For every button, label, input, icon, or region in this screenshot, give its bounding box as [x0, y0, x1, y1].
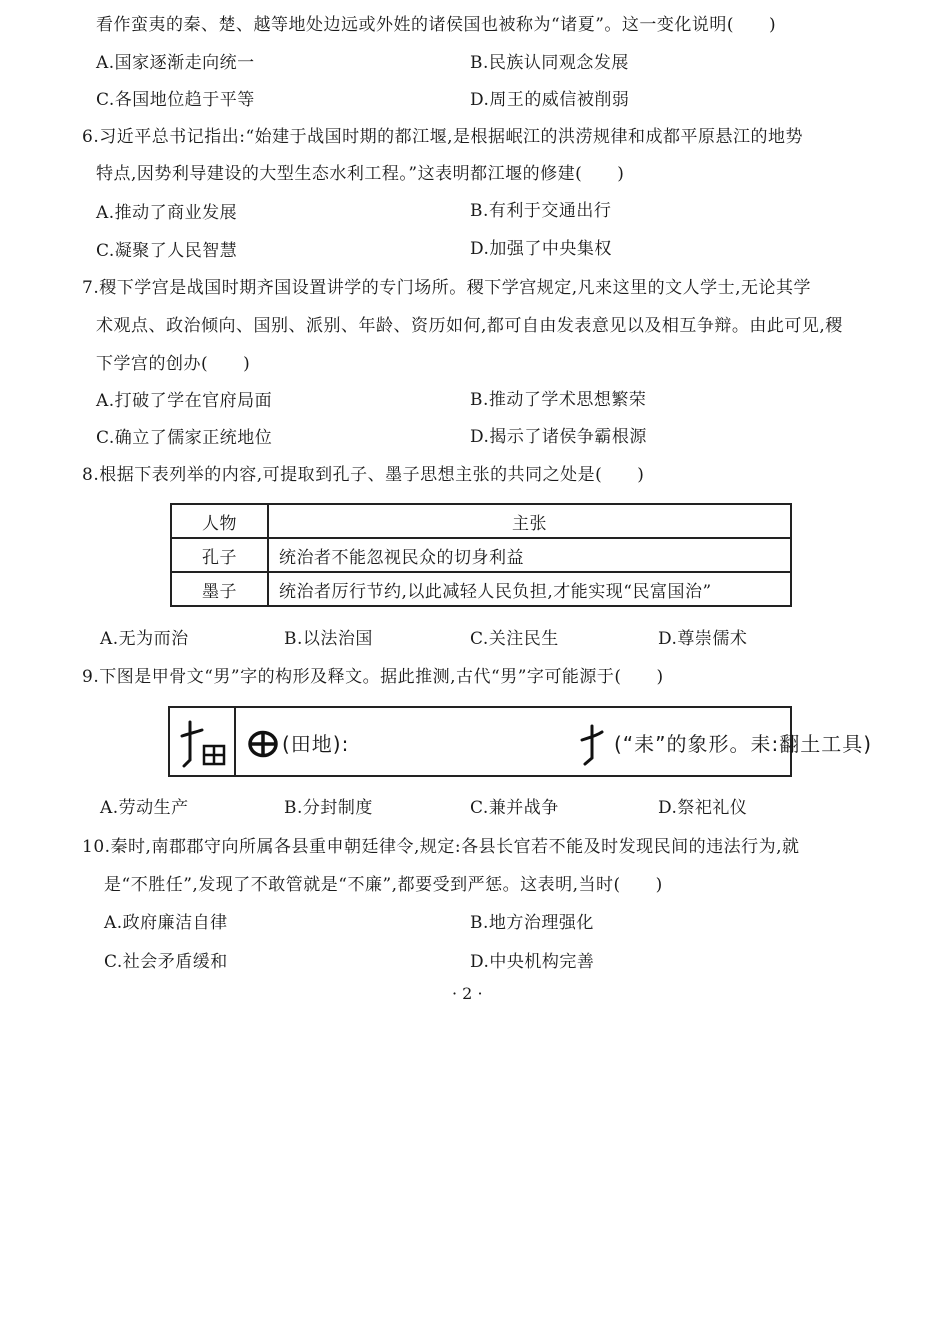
- table-row: [171, 538, 791, 572]
- q7-option-d: D.揭示了诸侯争霸根源: [470, 427, 647, 447]
- q8-option-a: A.无为而治: [100, 629, 189, 649]
- oracle-bone-figure: [168, 706, 873, 777]
- field-explanation: (田地):: [282, 732, 350, 756]
- q8-stem-line: 8.根据下表列举的内容,可提取到孔子、墨子思想主张的共同之处是( ): [82, 465, 645, 485]
- q9-option-d: D.祭祀礼仪: [658, 798, 748, 818]
- q8-option-b: B.以法治国: [284, 629, 373, 649]
- plow-glyph-icon: [578, 722, 608, 766]
- q7-stem-line-3: 下学宫的创办( ): [96, 354, 251, 374]
- q8-option-c: C.关注民生: [470, 629, 559, 649]
- q9-stem-line: 9.下图是甲骨文“男”字的构形及释文。据此推测,古代“男”字可能源于( ): [82, 667, 664, 687]
- q7-option-c: C.确立了儒家正统地位: [96, 428, 273, 448]
- q6-stem-line-1: 6.习近平总书记指出:“始建于战国时期的都江堰,是根据岷江的洪涝规律和成都平原悬江的地势: [82, 127, 804, 147]
- table-cell-person: 孔子: [171, 538, 268, 572]
- q10-option-a: A.政府廉洁自律: [104, 913, 228, 933]
- q8-table: [170, 503, 792, 607]
- q7-option-b: B.推动了学术思想繁荣: [470, 390, 647, 410]
- table-row: [171, 572, 791, 606]
- q9-option-c: C.兼并战争: [470, 798, 559, 818]
- plow-explanation: (“耒”的象形。耒:翻土工具): [614, 732, 873, 756]
- q10-option-c: C.社会矛盾缓和: [104, 952, 228, 972]
- q10-option-b: B.地方治理强化: [470, 913, 594, 933]
- table-header-row: [171, 504, 791, 538]
- field-glyph-icon: [248, 730, 278, 758]
- page-number: · 2 ·: [452, 984, 483, 1003]
- q5-option-b: B.民族认同观念发展: [470, 53, 629, 73]
- q9-option-a: A.劳动生产: [100, 798, 189, 818]
- q10-stem-line-2: 是“不胜任”,发现了不敢管就是“不廉”,都要受到严惩。这表明,当时( ): [104, 875, 663, 895]
- table-cell-proposition: 统治者不能忽视民众的切身利益: [268, 538, 791, 572]
- q7-option-a: A.打破了学在官府局面: [96, 391, 273, 411]
- q8-option-d: D.尊崇儒术: [658, 629, 748, 649]
- q6-option-a: A.推动了商业发展: [96, 203, 238, 223]
- q10-option-d: D.中央机构完善: [470, 952, 595, 972]
- figure-divider: [234, 708, 236, 775]
- q7-stem-line-1: 7.稷下学宫是战国时期齐国设置讲学的专门场所。稷下学宫规定,凡来这里的文人学士,无论其学: [82, 278, 812, 298]
- q6-option-d: D.加强了中央集权: [470, 239, 612, 259]
- q5-option-a: A.国家逐渐走向统一: [96, 53, 255, 73]
- q6-stem-line-2: 特点,因势利导建设的大型生态水利工程。”这表明都江堰的修建( ): [96, 164, 625, 184]
- table-header-proposition: 主张: [268, 504, 791, 538]
- q9-option-b: B.分封制度: [284, 798, 373, 818]
- q6-option-c: C.凝聚了人民智慧: [96, 241, 238, 261]
- table-header-person: 人物: [171, 504, 268, 538]
- table-cell-person: 墨子: [171, 572, 268, 606]
- q5-stem-line: 看作蛮夷的秦、楚、越等地处边远或外姓的诸侯国也被称为“诸夏”。这一变化说明( ): [96, 15, 777, 35]
- q7-stem-line-2: 术观点、政治倾向、国别、派别、年龄、资历如何,都可自由发表意见以及相互争辩。由此可见,稷: [96, 316, 843, 336]
- q5-option-d: D.周王的威信被削弱: [470, 90, 630, 110]
- q6-option-b: B.有利于交通出行: [470, 201, 612, 221]
- q10-stem-line-1: 10.秦时,南郡郡守向所属各县重申朝廷律令,规定:各县长官若不能及时发现民间的违法行为,就: [82, 837, 800, 857]
- table-cell-proposition: 统治者厉行节约,以此减轻人民负担,才能实现“民富国治”: [268, 572, 791, 606]
- oracle-bone-nan-icon: [176, 716, 228, 770]
- q5-option-c: C.各国地位趋于平等: [96, 90, 255, 110]
